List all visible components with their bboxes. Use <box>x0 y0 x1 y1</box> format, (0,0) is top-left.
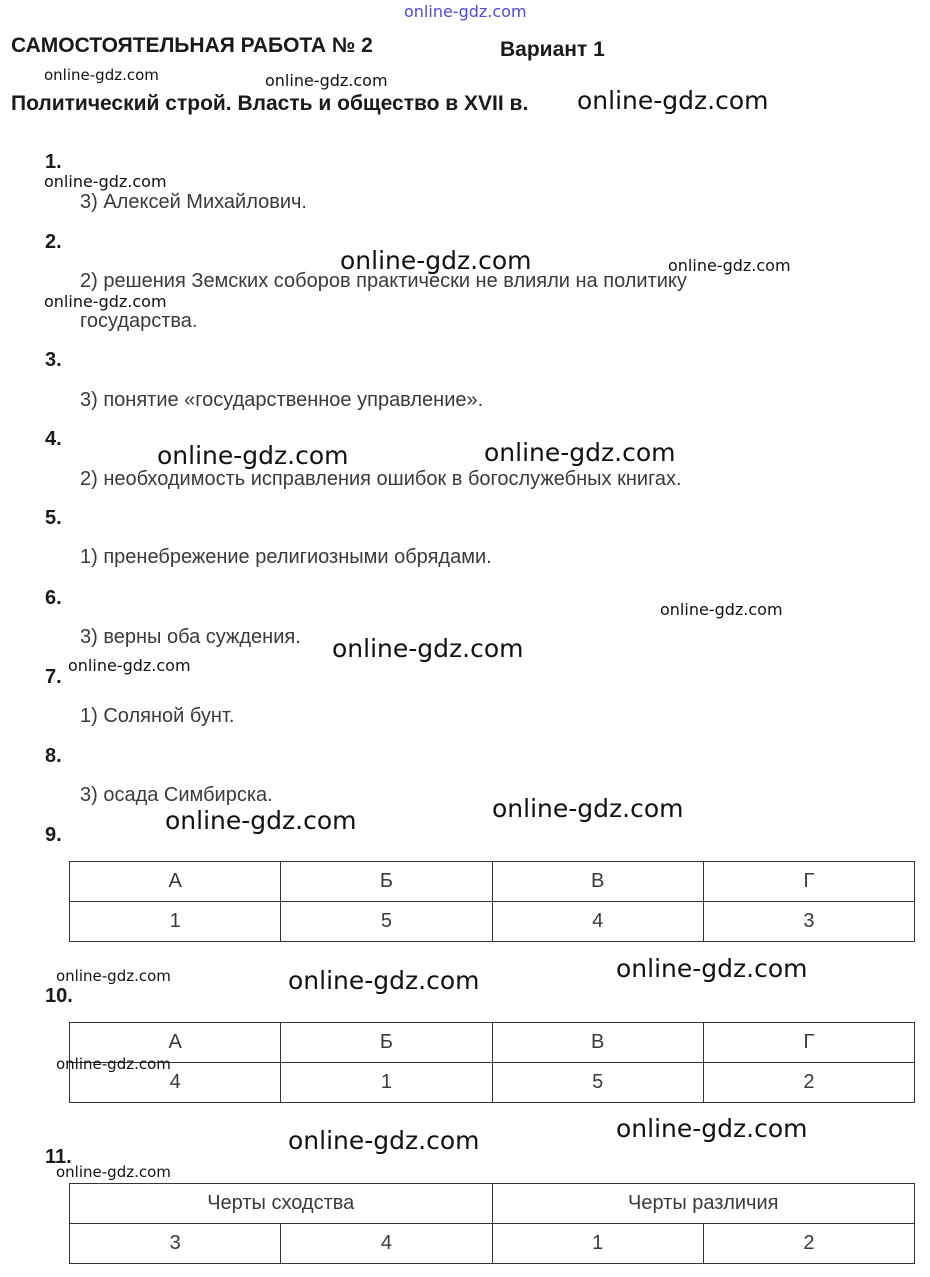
table-cell: 2 <box>703 1224 914 1264</box>
table-header-cell: А <box>70 1023 281 1063</box>
answer-1: 3) Алексей Михайлович. <box>80 191 307 213</box>
table-header-cell: В <box>492 1023 703 1063</box>
table-cell: 4 <box>70 1063 281 1103</box>
table-cell: 1 <box>492 1224 703 1264</box>
watermark: online-gdz.com <box>68 656 191 675</box>
answer-4: 2) необходимость исправления ошибок в богослужебных книгах. <box>80 468 682 490</box>
table-row <box>70 862 915 902</box>
question-number-9: 9. <box>45 824 62 846</box>
question-number-4: 4. <box>45 428 62 450</box>
watermark: online-gdz.com <box>56 1163 171 1181</box>
watermark: online-gdz.com <box>265 71 388 90</box>
watermark: online-gdz.com <box>44 292 167 311</box>
question-number-6: 6. <box>45 587 62 609</box>
work-title: САМОСТОЯТЕЛЬНАЯ РАБОТА № 2 <box>11 34 373 57</box>
site-watermark-top: online-gdz.com <box>404 2 527 21</box>
watermark: online-gdz.com <box>660 600 783 619</box>
table-header-cell: Б <box>281 1023 492 1063</box>
watermark: online-gdz.com <box>288 966 480 995</box>
table-cell: 4 <box>492 902 703 942</box>
table-cell: 4 <box>281 1224 492 1264</box>
table-row <box>70 902 915 942</box>
watermark: online-gdz.com <box>492 794 684 823</box>
answer-table-11 <box>69 1183 915 1264</box>
table-cell: 1 <box>70 902 281 942</box>
watermark: online-gdz.com <box>288 1126 480 1155</box>
watermark: online-gdz.com <box>165 806 357 835</box>
question-number-10: 10. <box>45 985 73 1007</box>
question-number-3: 3. <box>45 349 62 371</box>
table-cell: 3 <box>70 1224 281 1264</box>
topic-title: Политический строй. Власть и общество в XVII в. <box>11 92 529 115</box>
watermark: online-gdz.com <box>616 954 808 983</box>
watermark: online-gdz.com <box>56 967 171 985</box>
question-number-2: 2. <box>45 231 62 253</box>
table-header-cell-differences: Черты различия <box>492 1184 915 1224</box>
watermark: online-gdz.com <box>616 1114 808 1143</box>
watermark: online-gdz.com <box>484 438 676 467</box>
table-header-cell: Г <box>703 1023 914 1063</box>
answer-3: 3) понятие «государственное управление». <box>80 389 484 411</box>
answer-6: 3) верны оба суждения. <box>80 626 301 648</box>
watermark: online-gdz.com <box>340 246 532 275</box>
answer-table-10 <box>69 1022 915 1103</box>
watermark: online-gdz.com <box>668 256 791 275</box>
answer-table-9 <box>69 861 915 942</box>
question-number-1: 1. <box>45 151 62 173</box>
table-row <box>70 1063 915 1103</box>
variant-label: Вариант 1 <box>500 38 605 61</box>
watermark: online-gdz.com <box>56 1055 171 1073</box>
question-number-8: 8. <box>45 745 62 767</box>
table-header-cell: А <box>70 862 281 902</box>
question-number-11: 11. <box>45 1146 72 1168</box>
table-row <box>70 1184 915 1224</box>
question-number-7: 7. <box>45 666 62 688</box>
table-cell: 5 <box>492 1063 703 1103</box>
table-cell: 1 <box>281 1063 492 1103</box>
question-number-5: 5. <box>45 507 62 529</box>
table-cell: 2 <box>703 1063 914 1103</box>
answer-2-line-2: государства. <box>80 310 198 332</box>
watermark: online-gdz.com <box>157 441 349 470</box>
watermark: online-gdz.com <box>577 86 769 115</box>
watermark: online-gdz.com <box>44 66 159 84</box>
answer-7: 1) Соляной бунт. <box>80 705 235 727</box>
answer-2-line-1: 2) решения Земских соборов практически не влияли на политику <box>80 270 687 292</box>
table-header-cell-similarities: Черты сходства <box>70 1184 493 1224</box>
table-cell: 3 <box>703 902 914 942</box>
table-header-cell: Б <box>281 862 492 902</box>
table-cell: 5 <box>281 902 492 942</box>
table-row <box>70 1224 915 1264</box>
table-row <box>70 1023 915 1063</box>
answer-8: 3) осада Симбирска. <box>80 784 273 806</box>
answer-5: 1) пренебрежение религиозными обрядами. <box>80 546 492 568</box>
watermark: online-gdz.com <box>332 634 524 663</box>
watermark: online-gdz.com <box>44 172 167 191</box>
table-header-cell: Г <box>703 862 914 902</box>
table-header-cell: В <box>492 862 703 902</box>
